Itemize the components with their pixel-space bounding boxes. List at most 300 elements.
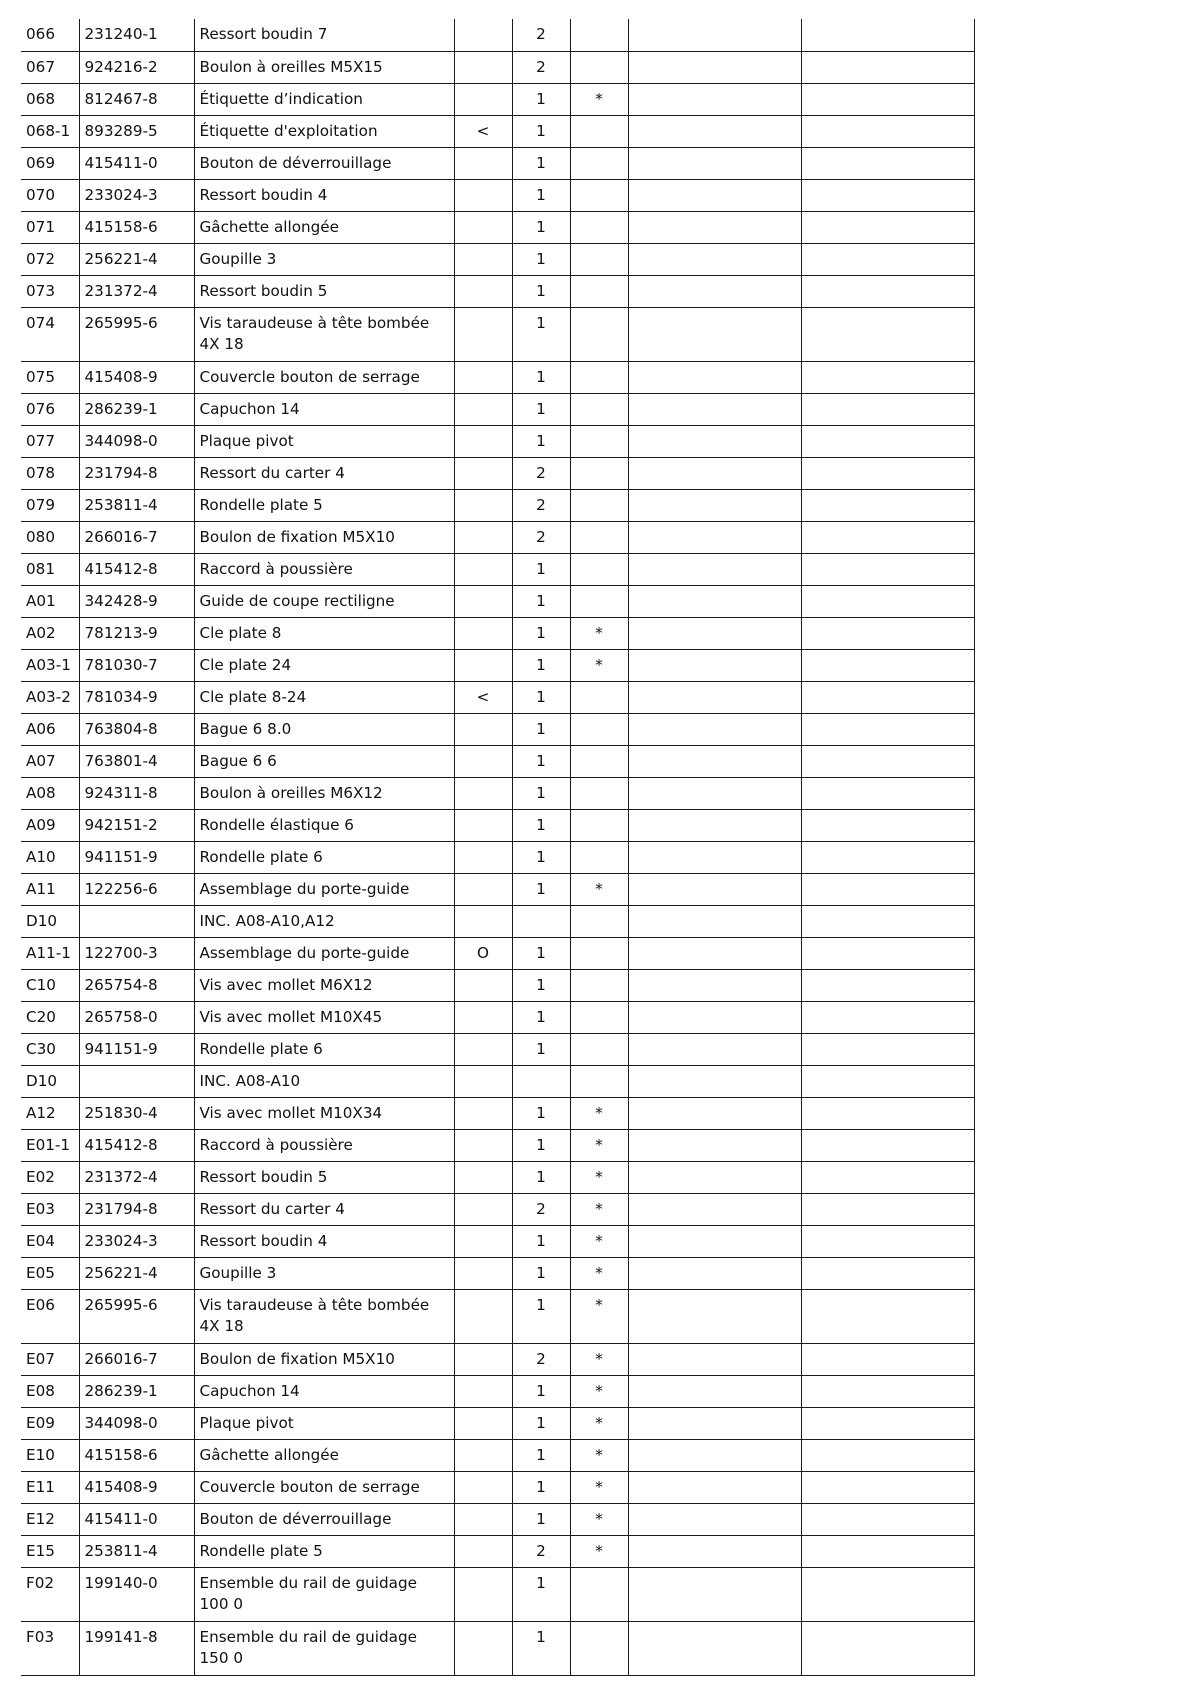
item-no-text: 075 bbox=[26, 367, 55, 386]
extra-cell-1 bbox=[628, 393, 801, 425]
table-row bbox=[21, 307, 974, 361]
part-no-cell bbox=[79, 521, 194, 553]
item-no-text: A02 bbox=[26, 623, 56, 642]
mark-text bbox=[576, 116, 623, 121]
item-no-text: 067 bbox=[26, 57, 55, 76]
item-no-text: 068 bbox=[26, 89, 55, 108]
part-no-text: 253811-4 bbox=[84, 495, 158, 514]
part-no-text: 344098-0 bbox=[84, 1413, 158, 1432]
table-row bbox=[21, 147, 974, 179]
extra-cell-1 bbox=[628, 809, 801, 841]
note-text bbox=[460, 778, 507, 783]
part-no-text: 763804-8 bbox=[84, 719, 158, 738]
mark-cell bbox=[570, 553, 628, 585]
item-no-text: E03 bbox=[26, 1199, 55, 1218]
item-no-cell bbox=[21, 1503, 79, 1535]
quantity-cell bbox=[512, 681, 570, 713]
note-text bbox=[460, 308, 507, 313]
mark-cell bbox=[570, 1225, 628, 1257]
note-text bbox=[460, 212, 507, 217]
mark-text: * bbox=[595, 1509, 603, 1528]
part-no-cell bbox=[79, 147, 194, 179]
mark-text bbox=[576, 180, 623, 185]
quantity-cell bbox=[512, 1225, 570, 1257]
extra-cell-1 bbox=[628, 841, 801, 873]
description-cell bbox=[194, 969, 454, 1001]
note-cell bbox=[454, 1257, 512, 1289]
quantity-text: 1 bbox=[536, 751, 546, 770]
quantity-text: 1 bbox=[536, 1509, 546, 1528]
table-row bbox=[21, 489, 974, 521]
extra-cell-1 bbox=[628, 51, 801, 83]
table-row bbox=[21, 457, 974, 489]
item-no-cell bbox=[21, 425, 79, 457]
mark-cell bbox=[570, 1407, 628, 1439]
note-cell bbox=[454, 211, 512, 243]
note-cell bbox=[454, 873, 512, 905]
description-text: Assemblage du porte-guide bbox=[199, 879, 410, 898]
part-no-text: 231794-8 bbox=[84, 463, 158, 482]
part-no-text: 266016-7 bbox=[84, 1349, 158, 1368]
part-no-cell bbox=[79, 243, 194, 275]
note-cell bbox=[454, 1535, 512, 1567]
description-text: Plaque pivot bbox=[199, 1413, 294, 1432]
part-no-text: 812467-8 bbox=[84, 89, 158, 108]
part-no-cell bbox=[79, 745, 194, 777]
table-row bbox=[21, 713, 974, 745]
mark-text: * bbox=[595, 623, 603, 642]
description-text: Bouton de déverrouillage bbox=[199, 1509, 392, 1528]
note-cell bbox=[454, 361, 512, 393]
mark-cell bbox=[570, 243, 628, 275]
part-no-text: 233024-3 bbox=[84, 1231, 158, 1250]
item-no-text: A03-1 bbox=[26, 655, 71, 674]
part-no-text: 231794-8 bbox=[84, 1199, 158, 1218]
mark-cell bbox=[570, 1065, 628, 1097]
mark-cell bbox=[570, 969, 628, 1001]
description-cell bbox=[194, 1129, 454, 1161]
quantity-cell bbox=[512, 1193, 570, 1225]
item-no-cell bbox=[21, 1065, 79, 1097]
description-cell bbox=[194, 937, 454, 969]
extra-cell-2 bbox=[801, 809, 974, 841]
extra-cell-1 bbox=[628, 1343, 801, 1375]
item-no-cell bbox=[21, 969, 79, 1001]
table-row bbox=[21, 275, 974, 307]
note-text bbox=[460, 1504, 507, 1509]
mark-text bbox=[576, 1622, 623, 1627]
description-text: Capuchon 14 bbox=[199, 399, 300, 418]
item-no-cell bbox=[21, 1343, 79, 1375]
part-no-cell bbox=[79, 969, 194, 1001]
quantity-cell bbox=[512, 1407, 570, 1439]
note-cell bbox=[454, 553, 512, 585]
part-no-text: 342428-9 bbox=[84, 591, 158, 610]
note-text bbox=[460, 1066, 507, 1071]
part-no-text: 415158-6 bbox=[84, 217, 158, 236]
extra-cell-2 bbox=[801, 553, 974, 585]
item-no-cell bbox=[21, 1289, 79, 1343]
item-no-text: A11 bbox=[26, 879, 56, 898]
quantity-cell bbox=[512, 905, 570, 937]
description-text: Ressort du carter 4 bbox=[199, 463, 345, 482]
extra-cell-2 bbox=[801, 521, 974, 553]
item-no-cell bbox=[21, 1225, 79, 1257]
item-no-text: A10 bbox=[26, 847, 56, 866]
part-no-cell bbox=[79, 1289, 194, 1343]
table-row bbox=[21, 873, 974, 905]
note-text bbox=[460, 1130, 507, 1135]
extra-cell-2 bbox=[801, 1621, 974, 1675]
item-no-cell bbox=[21, 19, 79, 51]
extra-cell-2 bbox=[801, 1225, 974, 1257]
extra-cell-1 bbox=[628, 873, 801, 905]
description-cell bbox=[194, 1001, 454, 1033]
extra-cell-2 bbox=[801, 457, 974, 489]
note-cell bbox=[454, 51, 512, 83]
note-text bbox=[460, 244, 507, 249]
part-no-cell bbox=[79, 1567, 194, 1621]
table-row bbox=[21, 617, 974, 649]
quantity-text: 2 bbox=[536, 25, 546, 43]
part-no-text: 256221-4 bbox=[84, 1263, 158, 1282]
description-cell bbox=[194, 777, 454, 809]
part-no-cell bbox=[79, 1033, 194, 1065]
item-no-cell bbox=[21, 115, 79, 147]
extra-cell-2 bbox=[801, 393, 974, 425]
item-no-cell bbox=[21, 457, 79, 489]
item-no-cell bbox=[21, 1129, 79, 1161]
quantity-text: 1 bbox=[536, 687, 546, 706]
item-no-text: E07 bbox=[26, 1349, 55, 1368]
description-cell bbox=[194, 1257, 454, 1289]
extra-cell-2 bbox=[801, 745, 974, 777]
item-no-text: E02 bbox=[26, 1167, 55, 1186]
quantity-cell bbox=[512, 393, 570, 425]
note-text bbox=[460, 618, 507, 623]
mark-text bbox=[576, 778, 623, 783]
description-cell bbox=[194, 489, 454, 521]
part-no-text: 415158-6 bbox=[84, 1445, 158, 1464]
extra-cell-1 bbox=[628, 1065, 801, 1097]
description-cell bbox=[194, 361, 454, 393]
item-no-cell bbox=[21, 809, 79, 841]
mark-cell bbox=[570, 1343, 628, 1375]
note-cell bbox=[454, 1567, 512, 1621]
mark-text bbox=[576, 458, 623, 463]
note-text bbox=[460, 1472, 507, 1477]
part-no-text: 415412-8 bbox=[84, 559, 158, 578]
quantity-text bbox=[518, 906, 565, 911]
mark-text bbox=[576, 276, 623, 281]
extra-cell-2 bbox=[801, 211, 974, 243]
description-cell bbox=[194, 1375, 454, 1407]
item-no-text: D10 bbox=[26, 911, 58, 930]
part-no-text: 231240-1 bbox=[84, 25, 158, 43]
note-cell bbox=[454, 1193, 512, 1225]
quantity-cell bbox=[512, 115, 570, 147]
mark-cell bbox=[570, 1471, 628, 1503]
part-no-text: 266016-7 bbox=[84, 527, 158, 546]
mark-cell bbox=[570, 51, 628, 83]
part-no-text: 781034-9 bbox=[84, 687, 158, 706]
quantity-text: 1 bbox=[536, 121, 546, 140]
quantity-text: 2 bbox=[536, 463, 546, 482]
part-no-text: 415412-8 bbox=[84, 1135, 158, 1154]
mark-cell bbox=[570, 361, 628, 393]
part-no-cell bbox=[79, 681, 194, 713]
note-text bbox=[460, 1034, 507, 1039]
quantity-cell bbox=[512, 19, 570, 51]
extra-cell-2 bbox=[801, 51, 974, 83]
mark-cell bbox=[570, 1193, 628, 1225]
quantity-text: 1 bbox=[536, 89, 546, 108]
extra-cell-2 bbox=[801, 147, 974, 179]
part-no-cell bbox=[79, 51, 194, 83]
item-no-text: 078 bbox=[26, 463, 55, 482]
item-no-cell bbox=[21, 745, 79, 777]
part-no-cell bbox=[79, 1471, 194, 1503]
part-no-cell bbox=[79, 1343, 194, 1375]
item-no-text: A07 bbox=[26, 751, 56, 770]
table-row bbox=[21, 841, 974, 873]
extra-cell-2 bbox=[801, 905, 974, 937]
extra-cell-1 bbox=[628, 1375, 801, 1407]
item-no-text: E08 bbox=[26, 1381, 55, 1400]
note-text bbox=[460, 906, 507, 911]
description-text: INC. A08-A10 bbox=[199, 1071, 301, 1090]
item-no-cell bbox=[21, 1439, 79, 1471]
table-row bbox=[21, 1567, 974, 1621]
description-cell bbox=[194, 553, 454, 585]
part-no-text: 265995-6 bbox=[84, 313, 158, 332]
part-no-cell bbox=[79, 179, 194, 211]
mark-text: * bbox=[595, 1199, 603, 1218]
mark-cell bbox=[570, 179, 628, 211]
item-no-cell bbox=[21, 585, 79, 617]
quantity-text bbox=[518, 1066, 565, 1071]
quantity-text: 1 bbox=[536, 783, 546, 802]
mark-cell bbox=[570, 1503, 628, 1535]
part-no-text: 286239-1 bbox=[84, 1381, 158, 1400]
mark-cell bbox=[570, 521, 628, 553]
extra-cell-2 bbox=[801, 617, 974, 649]
item-no-cell bbox=[21, 841, 79, 873]
description-text: Raccord à poussière bbox=[199, 559, 353, 578]
item-no-text: 071 bbox=[26, 217, 55, 236]
item-no-text: 068-1 bbox=[26, 121, 71, 140]
description-text: Bouton de déverrouillage bbox=[199, 153, 392, 172]
mark-text: * bbox=[595, 1263, 603, 1282]
note-cell bbox=[454, 1439, 512, 1471]
note-text bbox=[460, 1568, 507, 1573]
quantity-cell bbox=[512, 1065, 570, 1097]
table-row bbox=[21, 1343, 974, 1375]
part-no-text: 231372-4 bbox=[84, 281, 158, 300]
note-cell bbox=[454, 1503, 512, 1535]
part-no-cell bbox=[79, 1065, 194, 1097]
item-no-text: E11 bbox=[26, 1477, 55, 1496]
quantity-cell bbox=[512, 937, 570, 969]
quantity-cell bbox=[512, 51, 570, 83]
note-text bbox=[460, 1376, 507, 1381]
extra-cell-2 bbox=[801, 1439, 974, 1471]
note-text bbox=[460, 148, 507, 153]
part-no-cell bbox=[79, 83, 194, 115]
description-text: INC. A08-A10,A12 bbox=[199, 911, 335, 930]
quantity-text: 1 bbox=[536, 1039, 546, 1058]
part-no-text: 941151-9 bbox=[84, 1039, 158, 1058]
extra-cell-1 bbox=[628, 937, 801, 969]
quantity-text: 1 bbox=[536, 559, 546, 578]
table-row bbox=[21, 905, 974, 937]
note-cell bbox=[454, 1065, 512, 1097]
quantity-cell bbox=[512, 745, 570, 777]
description-cell bbox=[194, 1503, 454, 1535]
extra-cell-1 bbox=[628, 115, 801, 147]
note-text: < bbox=[476, 687, 490, 706]
item-no-text: D10 bbox=[26, 1071, 58, 1090]
quantity-text: 2 bbox=[536, 1541, 546, 1560]
part-no-cell bbox=[79, 1439, 194, 1471]
mark-text: * bbox=[595, 1135, 603, 1154]
extra-cell-2 bbox=[801, 777, 974, 809]
quantity-text: 2 bbox=[536, 1349, 546, 1368]
part-no-cell bbox=[79, 1097, 194, 1129]
description-cell bbox=[194, 275, 454, 307]
extra-cell-2 bbox=[801, 19, 974, 51]
item-no-text: 081 bbox=[26, 559, 55, 578]
table-row bbox=[21, 809, 974, 841]
extra-cell-1 bbox=[628, 489, 801, 521]
mark-cell bbox=[570, 809, 628, 841]
extra-cell-1 bbox=[628, 905, 801, 937]
mark-cell bbox=[570, 1001, 628, 1033]
quantity-text: 2 bbox=[536, 527, 546, 546]
extra-cell-2 bbox=[801, 275, 974, 307]
description-cell bbox=[194, 681, 454, 713]
mark-text bbox=[576, 394, 623, 399]
quantity-cell bbox=[512, 713, 570, 745]
table-row bbox=[21, 1535, 974, 1567]
extra-cell-2 bbox=[801, 969, 974, 1001]
note-text bbox=[460, 970, 507, 975]
quantity-cell bbox=[512, 617, 570, 649]
part-no-cell bbox=[79, 905, 194, 937]
extra-cell-2 bbox=[801, 361, 974, 393]
description-text: Goupille 3 bbox=[199, 1263, 277, 1282]
mark-cell bbox=[570, 777, 628, 809]
description-cell bbox=[194, 1567, 454, 1621]
note-text bbox=[460, 714, 507, 719]
part-no-cell bbox=[79, 841, 194, 873]
item-no-cell bbox=[21, 211, 79, 243]
description-text: Guide de coupe rectiligne bbox=[199, 591, 395, 610]
quantity-cell bbox=[512, 777, 570, 809]
note-cell bbox=[454, 425, 512, 457]
extra-cell-2 bbox=[801, 1129, 974, 1161]
note-cell bbox=[454, 1129, 512, 1161]
quantity-text: 1 bbox=[536, 1445, 546, 1464]
quantity-text: 1 bbox=[536, 431, 546, 450]
mark-cell bbox=[570, 585, 628, 617]
extra-cell-2 bbox=[801, 1343, 974, 1375]
note-text bbox=[460, 490, 507, 495]
quantity-text: 1 bbox=[536, 879, 546, 898]
extra-cell-2 bbox=[801, 1193, 974, 1225]
extra-cell-1 bbox=[628, 617, 801, 649]
note-text: < bbox=[476, 121, 490, 140]
extra-cell-2 bbox=[801, 1503, 974, 1535]
mark-text bbox=[576, 52, 623, 57]
item-no-cell bbox=[21, 617, 79, 649]
description-text: Plaque pivot bbox=[199, 431, 294, 450]
mark-cell bbox=[570, 713, 628, 745]
extra-cell-1 bbox=[628, 1621, 801, 1675]
mark-text bbox=[576, 1034, 623, 1039]
quantity-text: 1 bbox=[536, 1413, 546, 1432]
part-no-text: 415408-9 bbox=[84, 1477, 158, 1496]
description-cell bbox=[194, 211, 454, 243]
note-text bbox=[460, 276, 507, 281]
note-cell bbox=[454, 745, 512, 777]
part-no-text: 415411-0 bbox=[84, 153, 158, 172]
quantity-cell bbox=[512, 179, 570, 211]
description-cell bbox=[194, 713, 454, 745]
extra-cell-1 bbox=[628, 1503, 801, 1535]
description-cell bbox=[194, 1225, 454, 1257]
item-no-text: F03 bbox=[26, 1627, 55, 1646]
note-cell bbox=[454, 1407, 512, 1439]
mark-cell bbox=[570, 1567, 628, 1621]
table-row bbox=[21, 521, 974, 553]
quantity-cell bbox=[512, 1375, 570, 1407]
mark-cell bbox=[570, 1439, 628, 1471]
mark-cell bbox=[570, 1033, 628, 1065]
mark-text bbox=[576, 362, 623, 367]
extra-cell-2 bbox=[801, 115, 974, 147]
item-no-text: 080 bbox=[26, 527, 55, 546]
extra-cell-1 bbox=[628, 361, 801, 393]
part-no-cell bbox=[79, 211, 194, 243]
mark-cell bbox=[570, 841, 628, 873]
note-cell bbox=[454, 1033, 512, 1065]
mark-text: * bbox=[595, 1381, 603, 1400]
item-no-text: F02 bbox=[26, 1573, 55, 1592]
note-cell bbox=[454, 1097, 512, 1129]
table-row bbox=[21, 83, 974, 115]
description-text: Gâchette allongée bbox=[199, 1445, 339, 1464]
table-row bbox=[21, 1225, 974, 1257]
item-no-text: 069 bbox=[26, 153, 55, 172]
quantity-cell bbox=[512, 457, 570, 489]
mark-cell bbox=[570, 1161, 628, 1193]
description-cell bbox=[194, 1161, 454, 1193]
parts-table-body bbox=[21, 19, 974, 1675]
description-cell bbox=[194, 1289, 454, 1343]
item-no-cell bbox=[21, 1001, 79, 1033]
note-cell bbox=[454, 489, 512, 521]
extra-cell-1 bbox=[628, 179, 801, 211]
item-no-cell bbox=[21, 649, 79, 681]
item-no-text: E05 bbox=[26, 1263, 55, 1282]
item-no-cell bbox=[21, 553, 79, 585]
part-no-cell bbox=[79, 457, 194, 489]
item-no-text: 066 bbox=[26, 25, 55, 43]
note-text bbox=[460, 1440, 507, 1445]
description-text: Ensemble du rail de guidage 150 0 bbox=[199, 1627, 417, 1667]
note-cell bbox=[454, 681, 512, 713]
